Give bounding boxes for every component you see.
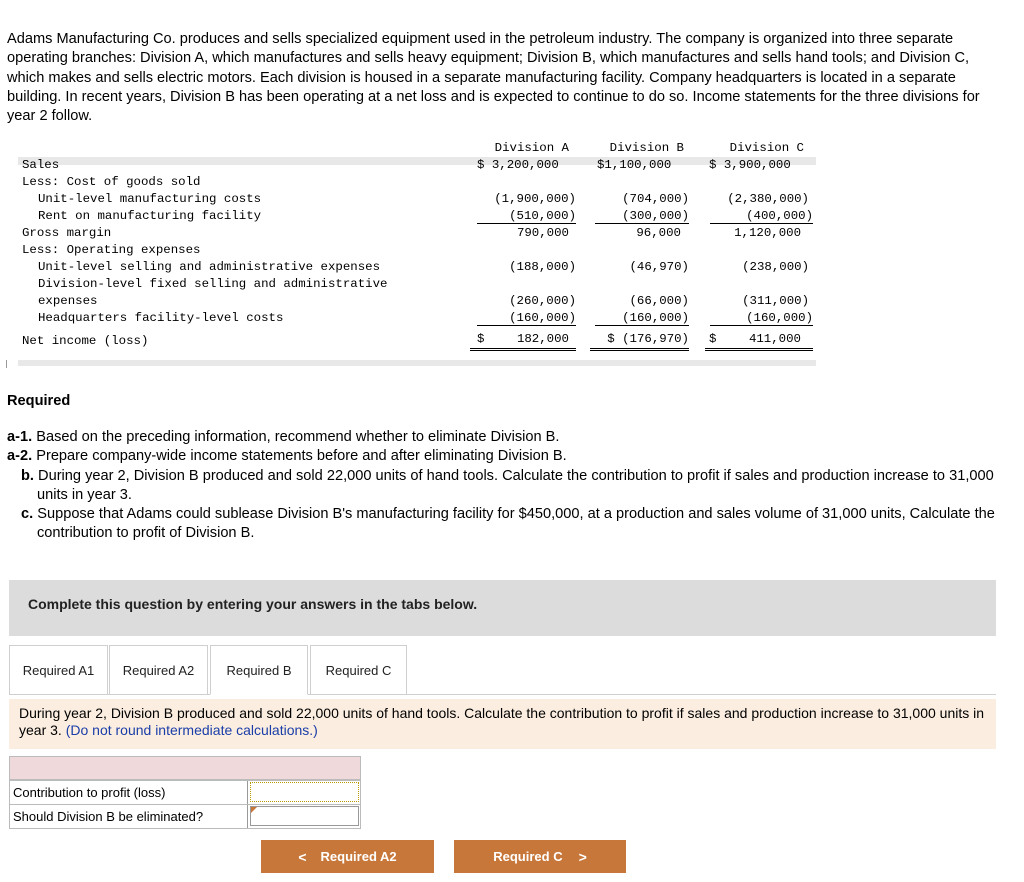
answer-row-contribution <box>9 780 361 805</box>
row-label-sales: Sales <box>22 158 60 172</box>
tab-instruction <box>9 699 996 749</box>
required-c <box>7 505 1002 544</box>
instruction-text: During year 2, Division B produced and sold 22,000 units of hand tools. Calculate the contribution to profit if sales and production increase to 31,000 units in year 3. <box>19 705 985 738</box>
complete-banner-text: Complete this question by entering your answers in the tabs below. <box>28 596 478 612</box>
cell-hq-c: (160,000) <box>710 311 813 326</box>
cell-hq-b: (160,000) <box>595 311 689 326</box>
cell-rent-c: (400,000) <box>710 209 813 224</box>
header-division-b: Division B <box>609 141 684 155</box>
answer-row-eliminate <box>9 804 361 829</box>
table-bottom-bar <box>18 360 816 366</box>
contribution-input[interactable] <box>250 782 359 802</box>
cell-sales-b: $1,100,000 <box>597 158 672 172</box>
cell-net-c-symbol: $ <box>709 332 717 346</box>
cell-div-fixed-a: (260,000) <box>509 294 576 308</box>
cell-gross-c: 1,120,000 <box>734 226 801 240</box>
header-division-a: Division A <box>494 141 569 155</box>
required-b <box>7 467 1002 506</box>
required-a2 <box>7 447 1002 466</box>
row-label-unit-mfg: Unit-level manufacturing costs <box>38 192 262 206</box>
row-label-rent: Rent on manufacturing facility <box>38 209 262 223</box>
row-label-net-income: Net income (loss) <box>22 334 149 348</box>
cell-div-fixed-b: (66,000) <box>629 294 689 308</box>
row-label-div-fixed-line2: expenses <box>38 294 98 308</box>
header-division-c: Division C <box>729 141 804 155</box>
cell-gross-a: 790,000 <box>516 226 569 240</box>
row-label-less-cogs: Less: Cost of goods sold <box>22 175 201 189</box>
cell-rent-a: (510,000) <box>477 209 576 224</box>
next-button-label: Required C <box>493 849 563 864</box>
required-heading: Required <box>7 393 71 409</box>
cell-div-fixed-c: (311,000) <box>742 294 809 308</box>
cell-unit-mfg-a: (1,900,000) <box>494 192 576 206</box>
cell-sales-a: $ 3,200,000 <box>477 158 559 172</box>
row-label-unit-selling: Unit-level selling and administrative expenses <box>38 260 381 274</box>
answer-label-eliminate: Should Division B be eliminated? <box>10 805 248 828</box>
required-a2-text: Prepare company-wide income statements before and after eliminating Division B. <box>36 448 567 465</box>
cell-net-a-symbol: $ <box>477 332 485 346</box>
table-header-bar <box>18 157 816 165</box>
cell-net-c: 411,000 <box>748 332 801 346</box>
chevron-left-icon: < <box>298 848 307 865</box>
cell-net-a: 182,000 <box>516 332 569 346</box>
next-button[interactable] <box>454 840 626 873</box>
table-left-tick <box>6 360 7 368</box>
cell-sales-c: $ 3,900,000 <box>709 158 791 172</box>
problem-intro: Adams Manufacturing Co. produces and sells specialized equipment used in the petroleum industry. The company is organized into three separate operating branches: Division A, which manufactures and sells heavy equipment; Division B, which manufactures and sells hand tools; and Division C, which makes and sells electric motors. Each division is housed in a separate manufacturing facility. Company headquarters is located in a separate building. In recent years, Division B has been operating at a net loss and is expected to continue to do so. Income statements for the three divisions for year 2 follow. <box>7 31 980 125</box>
required-b-text: During year 2, Division B produced and sold 22,000 units of hand tools. Calculate the contribution to profit if sales and production increase to 31,000 units in year 3. <box>37 467 994 503</box>
tab-required-a2[interactable]: Required A2 <box>109 645 208 695</box>
cell-unit-sell-c: (238,000) <box>742 260 809 274</box>
instruction-hint: (Do not round intermediate calculations.) <box>65 721 318 738</box>
row-label-div-fixed-line1: Division-level fixed selling and administrative <box>38 277 388 291</box>
dropdown-marker-icon <box>251 807 257 813</box>
cell-unit-mfg-c: (2,380,000) <box>727 192 809 206</box>
tab-required-a1[interactable]: Required A1 <box>9 645 108 695</box>
prev-button[interactable] <box>261 840 434 873</box>
prev-button-label: Required A2 <box>320 849 397 864</box>
required-a1-tag: a-1. <box>7 429 33 445</box>
required-a1-text: Based on the preceding information, recommend whether to eliminate Division B. <box>36 429 560 445</box>
chevron-right-icon: > <box>578 848 587 865</box>
cell-net-b: $ (176,970) <box>590 332 689 351</box>
answer-label-contribution: Contribution to profit (loss) <box>10 781 248 804</box>
required-list <box>7 428 1002 544</box>
row-label-less-opex: Less: Operating expenses <box>22 243 201 257</box>
cell-unit-sell-a: (188,000) <box>509 260 576 274</box>
required-c-tag: c. <box>21 506 34 523</box>
required-c-text: Suppose that Adams could sublease Division B's manufacturing facility for $450,000, at a production and sales volume of 31,000 units, Calculate the contribution to profit of Division B. <box>37 506 995 542</box>
answer-table-header <box>9 756 361 780</box>
cell-unit-sell-b: (46,970) <box>629 260 689 274</box>
tab-required-b[interactable]: Required B <box>210 645 308 695</box>
required-a2-tag: a-2. <box>7 448 33 465</box>
cell-unit-mfg-b: (704,000) <box>622 192 689 206</box>
required-a1 <box>7 428 1002 447</box>
cell-gross-b: 96,000 <box>636 226 681 240</box>
row-label-hq: Headquarters facility-level costs <box>38 311 284 325</box>
required-b-tag: b. <box>21 467 34 484</box>
tab-required-c[interactable]: Required C <box>310 645 407 695</box>
cell-rent-b: (300,000) <box>595 209 689 224</box>
cell-hq-a: (160,000) <box>477 311 576 326</box>
eliminate-select[interactable] <box>250 806 359 826</box>
row-label-gross-margin: Gross margin <box>22 226 112 240</box>
